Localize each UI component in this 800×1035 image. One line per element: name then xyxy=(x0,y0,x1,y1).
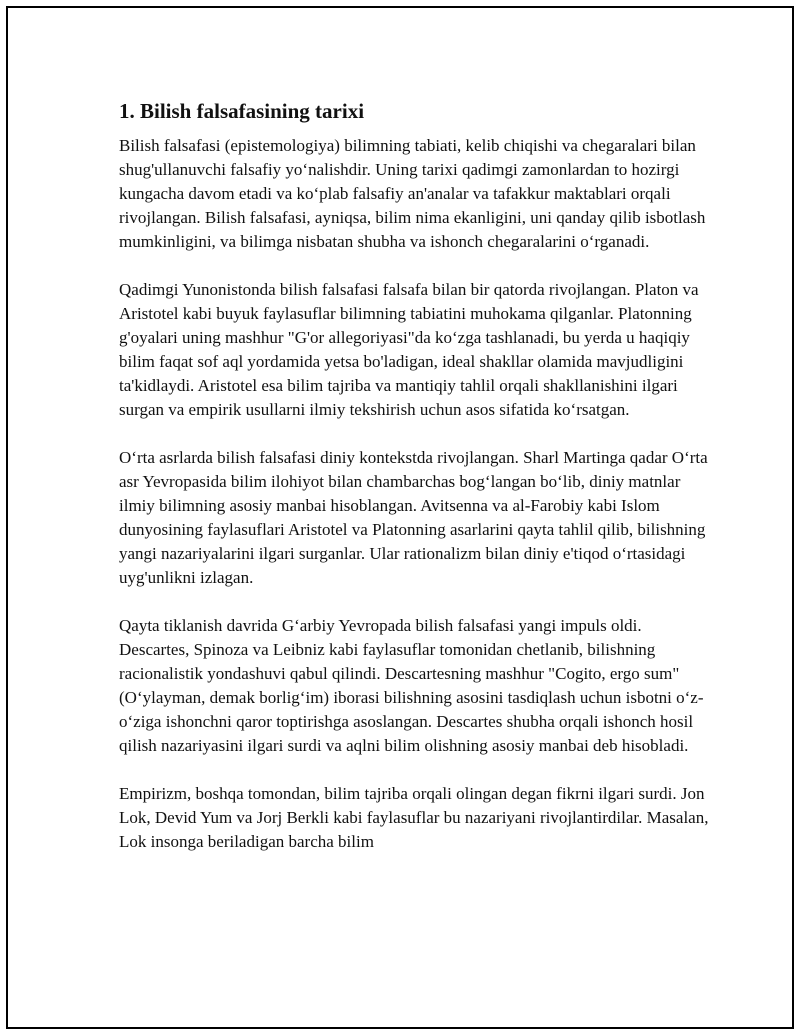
document-body xyxy=(119,98,709,854)
paragraph-middle-ages: O‘rta asrlarda bilish falsafasi diniy kontekstda rivojlangan. Sharl Martinga qadar O‘rta asr Yevropasida bilim ilohiyot bilan chambarchas bog‘langan bo‘lib, diniy matnlar ilmiy bilimning asosiy manbai hisoblangan. Avitsenna va al-Farobiy kabi Islom dunyosining faylasuflari Aristotel va Platonning asarlarini qayta tahlil qilib, bilishning yangi nazariyalarini ilgari surganlar. Ular rationalizm bilan diniy e'tiqod o‘rtasidagi uyg'unlikni izlagan. xyxy=(119,448,708,587)
paragraph-intro: Bilish falsafasi (epistemologiya) bilimning tabiati, kelib chiqishi va chegaralari bilan shug'ullanuvchi falsafiy yo‘nalishdir. Uning tarixi qadimgi zamonlardan to hozirgi kungacha davom etadi va ko‘plab falsafiy an'analar va tafakkur maktablari orqali rivojlangan. Bilish falsafasi, ayniqsa, bilim nima ekanligini, uni qanday qilib isbotlash mumkinligini, va bilimga nisbatan shubha va ishonch chegaralarini o‘rganadi. xyxy=(119,136,706,251)
paragraph-ancient-greece: Qadimgi Yunonistonda bilish falsafasi falsafa bilan bir qatorda rivojlangan. Platon va Aristotel kabi buyuk faylasuflar bilimning tabiatini muhokama qilganlar. Platonning g'oyalari uning mashhur "G'or allegoriyasi"da ko‘zga tashlanadi, bu yerda u haqiqiy bilim faqat sof aql yordamida yetsa bo'ladigan, ideal shakllar olamida mavjudligini ta'kidlaydi. Aristotel esa bilim tajriba va mantiqiy tahlil orqali shakllanishini ilgari surgan va empirik usullarni ilmiy tekshirish uchun asos sifatida ko‘rsatgan. xyxy=(119,280,699,419)
paragraph-empiricism: Empirizm, boshqa tomondan, bilim tajriba orqali olingan degan fikrni ilgari surdi. Jon Lok, Devid Yum va Jorj Berkli kabi faylasuflar bu nazariyani rivojlantirdilar. Masalan, Lok insonga beriladigan barcha bilim xyxy=(119,784,709,851)
section-heading: 1. Bilish falsafasining tarixi xyxy=(119,99,365,123)
page-frame xyxy=(6,6,794,1029)
paragraph-renaissance: Qayta tiklanish davrida G‘arbiy Yevropada bilish falsafasi yangi impuls oldi. Descartes, Spinoza va Leibniz kabi faylasuflar tomonidan chetlanib, bilishning racionalistik yondashuvi qabul qilindi. Descartesning mashhur "Cogito, ergo sum" (O‘ylayman, demak borlig‘im) iborasi bilishning asosini tasdiqlash uchun isbotni o‘z-o‘ziga ishonchni qaror toptirishga asoslangan. Descartes shubha orqali ishonch hosil qilish nazariyasini ilgari surdi va aqlni bilim olishning asosiy manbai deb hisobladi. xyxy=(119,616,704,755)
